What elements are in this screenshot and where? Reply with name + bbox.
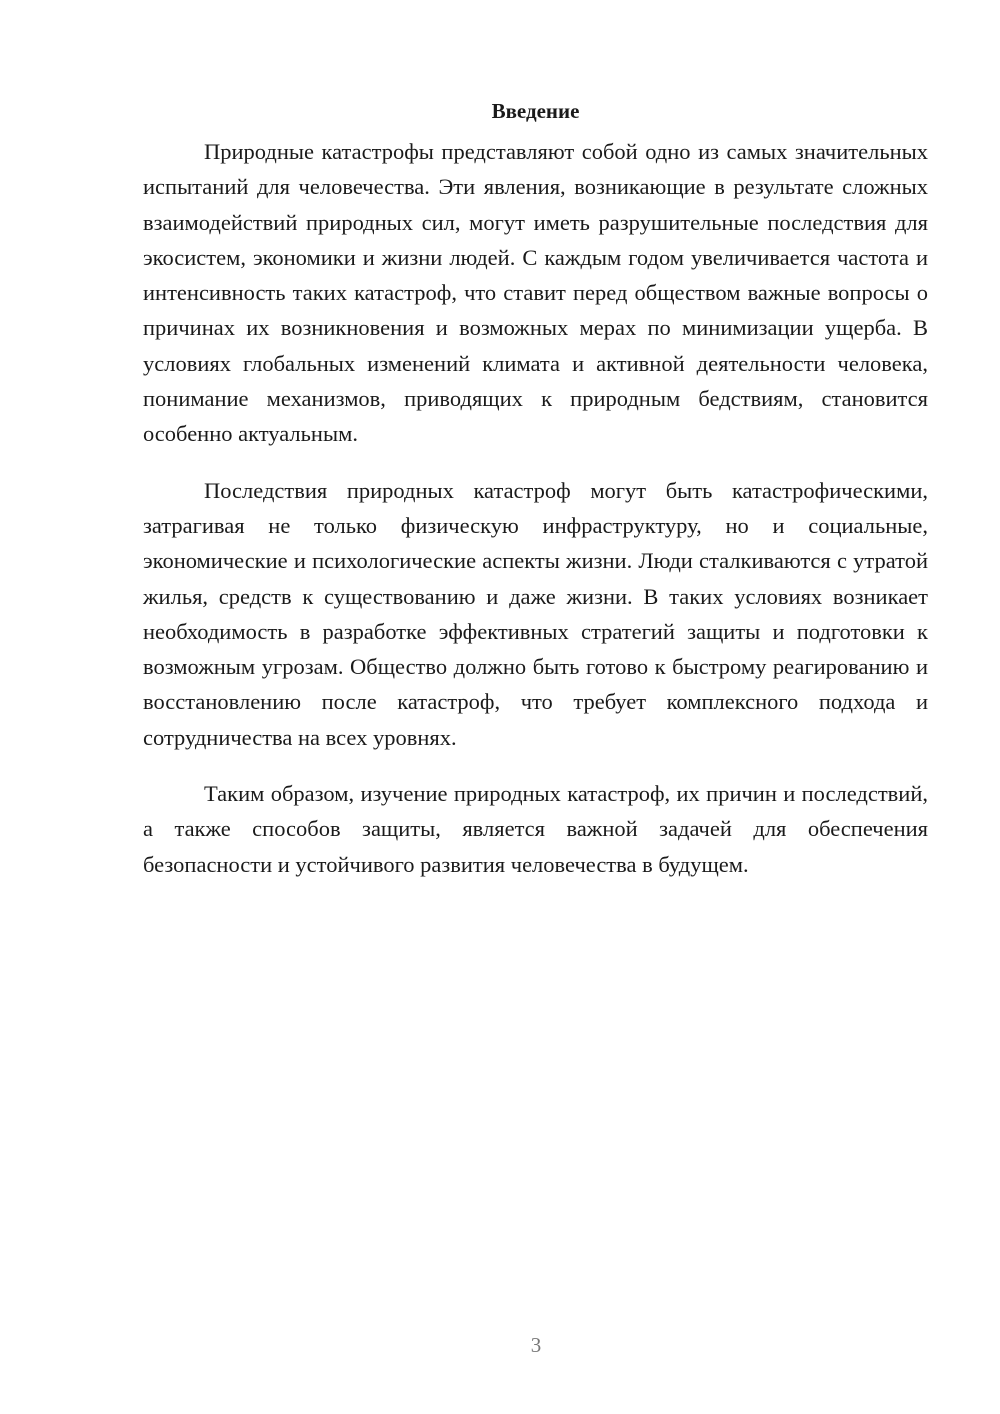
page-number: 3 <box>530 1333 542 1357</box>
paragraph-1: Природные катастрофы представляют собой одно из самых значительных испытаний для человечества. Эти явления, возникающие в результате сложных взаимодействий природных сил, могут иметь разрушительные последствия для экосистем, экономики и жизни людей. С каждым годом увеличивается частота и интенсивность таких катастроф, что ставит перед обществом важные вопросы о причинах их возникновения и возможных мерах по минимизации ущерба. В условиях глобальных изменений климата и активной деятельности человека, понимание механизмов, приводящих к природным бедствиям, становится особенно актуальным. <box>143 139 928 447</box>
paragraph-3: Таким образом, изучение природных катастроф, их причин и последствий, а также способов защиты, является важной задачей для обеспечения безопасности и устойчивого развития человечества в будущем. <box>143 781 928 877</box>
section-heading: Введение <box>491 99 580 123</box>
paragraph-2: Последствия природных катастроф могут быть катастрофическими, затрагивая не только физическую инфраструктуру, но и социальные, экономические и психологические аспекты жизни. Люди сталкиваются с утратой жилья, средств к существованию и даже жизни. В таких условиях возникает необходимость в разработке эффективных стратегий защиты и подготовки к возможным угрозам. Общество должно быть готово к быстрому реагированию и восстановлению после катастроф, что требует комплексного подхода и сотрудничества на всех уровнях. <box>143 477 928 750</box>
page-content <box>143 96 928 903</box>
